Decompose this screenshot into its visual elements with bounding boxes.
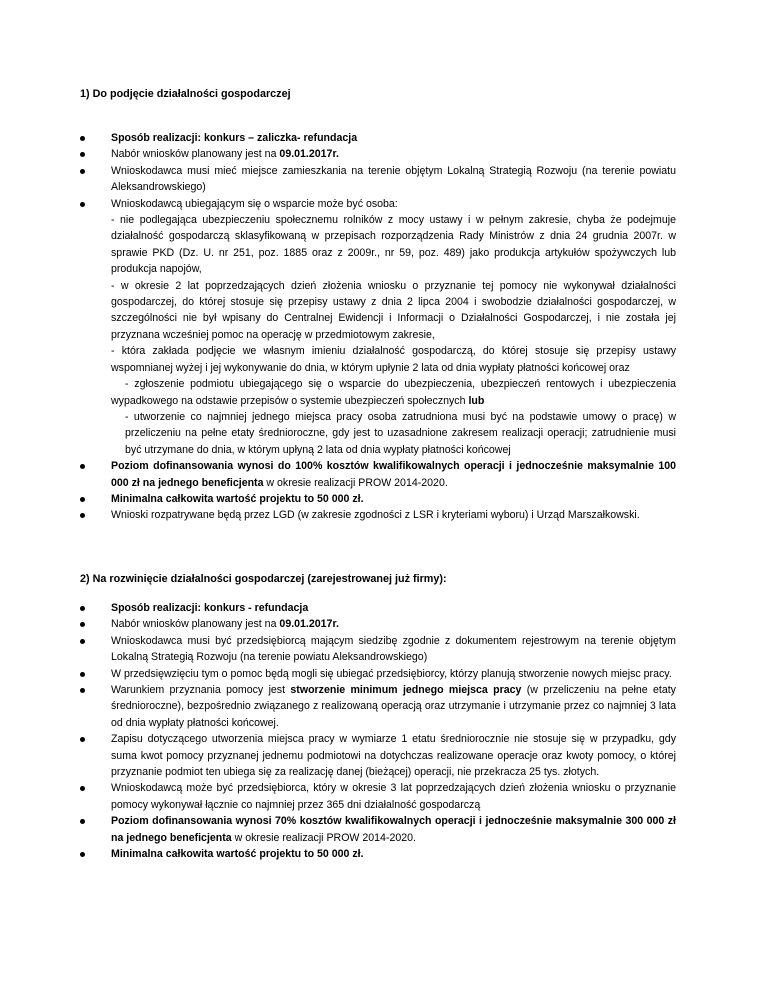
- section-1-heading: 1) Do podjęcie działalności gospodarczej: [80, 88, 291, 100]
- list-item: Sposób realizacji: konkurs - refundacja: [80, 600, 676, 616]
- list-item: Poziom dofinansowania wynosi do 100% kosztów kwalifikowalnych operacji i jednocześnie maksymalnie 100 000 zł na jednego beneficjenta w okresie realizacji PROW 2014-2020.: [80, 458, 676, 491]
- list-item: Nabór wniosków planowany jest na 09.01.2017r.: [80, 616, 676, 632]
- section-1-list: [80, 130, 676, 524]
- list-item: Warunkiem przyznania pomocy jest stworzenie minimum jednego miejsca pracy (w przeliczeniu na pełne etaty średnioroczne), bezpośrednio związanego z realizowaną operacją oraz utrzymanie i utrzymanie przez co najmniej 3 lata od dnia wypłaty płatności końcowej.: [80, 682, 676, 731]
- section-2-heading: 2) Na rozwinięcie działalności gospodarczej (zarejestrowanej już firmy):: [80, 573, 447, 585]
- section-2-list: [80, 600, 676, 863]
- list-item: Wnioskodawca musi być przedsiębiorcą mającym siedzibę zgodnie z dokumentem rejestrowym na terenie objętym Lokalną Strategią Rozwoju (na terenie powiatu Aleksandrowskiego): [80, 633, 676, 666]
- list-item: Nabór wniosków planowany jest na 09.01.2017r.: [80, 146, 676, 162]
- list-item: Wnioskodawcą może być przedsiębiorca, który w okresie 3 lat poprzedzających dzień złożenia wniosku o przyznanie pomocy wykonywał łącznie co najmniej przez 365 dni działalność gospodarczą: [80, 780, 676, 813]
- list-item: Zapisu dotyczącego utworzenia miejsca pracy w wymiarze 1 etatu średniorocznie nie stosuje się w przypadku, gdy suma kwot pomocy przyznanej jednemu podmiotowi na dotychczas realizowane operacje oraz kwoty pomocy, o której przyznanie podmiot ten ubiega się za realizację danej (bieżącej) operacji, nie przekracza 25 tys. złotych.: [80, 731, 676, 780]
- list-item: Wnioskodawcą ubiegającym się o wsparcie może być osoba: - nie podlegająca ubezpieczeniu społecznemu rolników z mocy ustawy i w pełnym zakresie, chyba że podejmuje działalność gospodarczą sklasyfikowaną w przepisach rozporządzenia Rady Ministrów z dnia 24 grudnia 2007r. w sprawie PKD (Dz. U. nr 251, poz. 1885 oraz z 2009r., nr 59, poz. 489) jako produkcja artykułów spożywczych lub produkcja napojów, - w okresie 2 lat poprzedzających dzień złożenia wniosku o przyznanie tej pomocy nie wykonywał działalności gospodarczej, do której stosuje się przepisy ustawy z dnia 2 lipca 2004 i swobodzie działalności gospodarczej, w szczególności nie był wpisany do Centralnej Ewidencji i Informacji o Działalności Gospodarczej, i nie została jej przyznana wcześniej pomoc na operację w przedmiotowym zakresie, - która zakłada podjęcie we własnym imieniu działalność gospodarczą, do której stosuje się przepisy ustawy wspomnianej wyżej i jej wykonywanie do dnia, w którym upłynie 2 lata od dnia wypłaty płatności końcowej oraz - zgłoszenie podmiotu ubiegającego się o wsparcie do ubezpieczenia, ubezpieczeń rentowych i ubezpieczenia wypadkowego na odstawie przepisów o systemie ubezpieczeń społecznych lub - utworzenie co najmniej jednego miejsca pracy osoba zatrudniona musi być na podstawie umowy o pracę) w przeliczeniu na pełne etaty średnioroczne, gdy jest to uzasadnione zakresem realizacji operacji; zatrudnienie musi być utrzymane do dnia, w którym upłyną 2 lata od dnia wypłaty płatności końcowej: [80, 196, 676, 459]
- list-item: Minimalna całkowita wartość projektu to 50 000 zł.: [80, 846, 676, 862]
- list-item: Wnioskodawca musi mieć miejsce zamieszkania na terenie objętym Lokalną Strategią Rozwoju (na terenie powiatu Aleksandrowskiego): [80, 163, 676, 196]
- list-item: Sposób realizacji: konkurs – zaliczka- refundacja: [80, 130, 676, 146]
- list-item: Poziom dofinansowania wynosi 70% kosztów kwalifikowalnych operacji i jednocześnie maksymalnie 300 000 zł na jednego beneficjenta w okresie realizacji PROW 2014-2020.: [80, 813, 676, 846]
- list-item: Minimalna całkowita wartość projektu to 50 000 zł.: [80, 491, 676, 507]
- list-item: Wnioski rozpatrywane będą przez LGD (w zakresie zgodności z LSR i kryteriami wyboru) i Urząd Marszałkowski.: [80, 507, 676, 523]
- list-item: W przedsięwzięciu tym o pomoc będą mogli się ubiegać przedsiębiorcy, którzy planują stworzenie nowych miejsc pracy.: [80, 666, 676, 682]
